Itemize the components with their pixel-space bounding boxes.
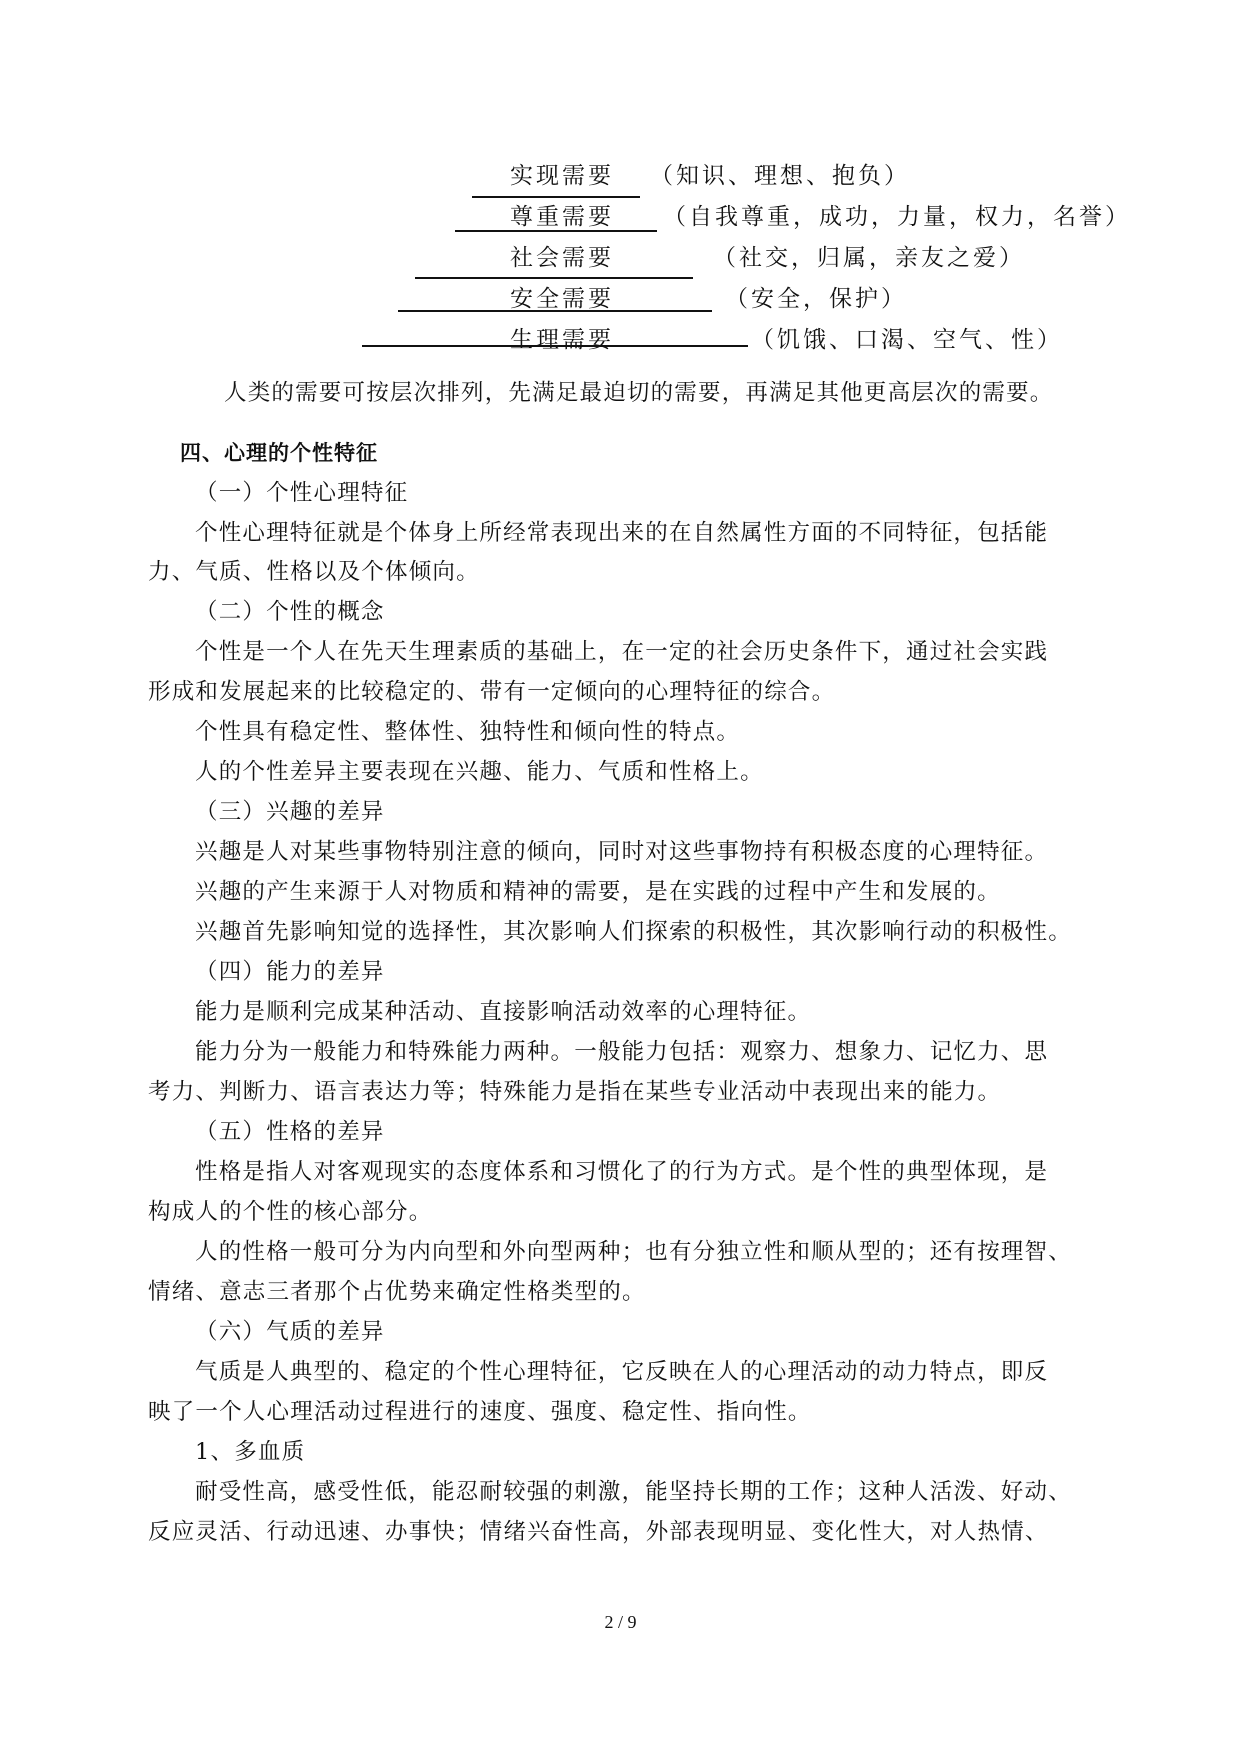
paragraph-line: 情绪、意志三者那个占优势来确定性格类型的。	[148, 1279, 646, 1305]
subsection-heading: （六）气质的差异	[195, 1319, 385, 1345]
paragraph-line: 兴趣首先影响知觉的选择性，其次影响人们探索的积极性，其次影响行动的积极性。	[195, 919, 1072, 945]
pyramid-note: （自我尊重，成功，力量，权力，名誉）	[663, 204, 1131, 230]
pyramid-line	[415, 277, 693, 279]
pyramid-line	[455, 230, 657, 232]
pyramid-note: （饥饿、口渴、空气、性）	[751, 327, 1063, 353]
pyramid-level: 尊重需要	[510, 204, 614, 230]
pyramid-level: 实现需要	[510, 163, 614, 189]
paragraph-line: 个性心理特征就是个体身上所经常表现出来的在自然属性方面的不同特征，包括能	[195, 520, 1049, 546]
subsection-heading: （二）个性的概念	[195, 599, 385, 625]
paragraph-line: 兴趣是人对某些事物特别注意的倾向，同时对这些事物持有积极态度的心理特征。	[195, 839, 1049, 865]
paragraph-line: 个性具有稳定性、整体性、独特性和倾向性的特点。	[195, 719, 741, 745]
paragraph-line: 兴趣的产生来源于人对物质和精神的需要，是在实践的过程中产生和发展的。	[195, 879, 1001, 905]
paragraph-line: 映了一个人心理活动过程进行的速度、强度、稳定性、指向性。	[148, 1399, 812, 1425]
paragraph-line: 耐受性高，感受性低，能忍耐较强的刺激，能坚持长期的工作；这种人活泼、好动、	[195, 1479, 1072, 1505]
pyramid-level: 安全需要	[510, 286, 614, 312]
paragraph-line: 构成人的个性的核心部分。	[148, 1199, 433, 1225]
paragraph-line: 反应灵活、行动迅速、办事快；情绪兴奋性高，外部表现明显、变化性大，对人热情、	[148, 1519, 1049, 1545]
paragraph-line: 人的性格一般可分为内向型和外向型两种；也有分独立性和顺从型的；还有按理智、	[195, 1239, 1072, 1265]
subsection-heading: （五）性格的差异	[195, 1119, 385, 1145]
subsection-heading: （三）兴趣的差异	[195, 799, 385, 825]
paragraph-line: 能力分为一般能力和特殊能力两种。一般能力包括：观察力、想象力、记忆力、思	[195, 1039, 1049, 1065]
paragraph-line: 人类的需要可按层次排列，先满足最迫切的需要，再满足其他更高层次的需要。	[224, 380, 1054, 406]
paragraph-line: 形成和发展起来的比较稳定的、带有一定倾向的心理特征的综合。	[148, 679, 836, 705]
paragraph-line: 性格是指人对客观现实的态度体系和习惯化了的行为方式。是个性的典型体现，是	[195, 1159, 1049, 1185]
pyramid-level: 社会需要	[510, 245, 614, 271]
section-heading: 四、心理的个性特征	[180, 441, 378, 465]
paragraph-line: 能力是顺利完成某种活动、直接影响活动效率的心理特征。	[195, 999, 812, 1025]
pyramid-line	[362, 345, 748, 347]
pyramid-line	[398, 310, 712, 312]
pyramid-level: 生理需要	[510, 327, 614, 353]
pyramid-note: （社交，归属，亲友之爱）	[713, 245, 1025, 271]
paragraph-line: 个性是一个人在先天生理素质的基础上，在一定的社会历史条件下，通过社会实践	[195, 639, 1049, 665]
subsection-heading: 1、多血质	[195, 1439, 306, 1465]
paragraph-line: 考力、判断力、语言表达力等；特殊能力是指在某些专业活动中表现出来的能力。	[148, 1079, 1002, 1105]
subsection-heading: （四）能力的差异	[195, 959, 385, 985]
pyramid-note: （安全，保护）	[725, 286, 907, 312]
page-number: 2 / 9	[604, 1612, 637, 1632]
pyramid-note: （知识、理想、抱负）	[650, 163, 910, 189]
paragraph-line: 气质是人典型的、稳定的个性心理特征，它反映在人的心理活动的动力特点，即反	[195, 1359, 1049, 1385]
subsection-heading: （一）个性心理特征	[195, 480, 409, 506]
paragraph-line: 力、气质、性格以及个体倾向。	[148, 559, 480, 585]
paragraph-line: 人的个性差异主要表现在兴趣、能力、气质和性格上。	[195, 759, 764, 785]
